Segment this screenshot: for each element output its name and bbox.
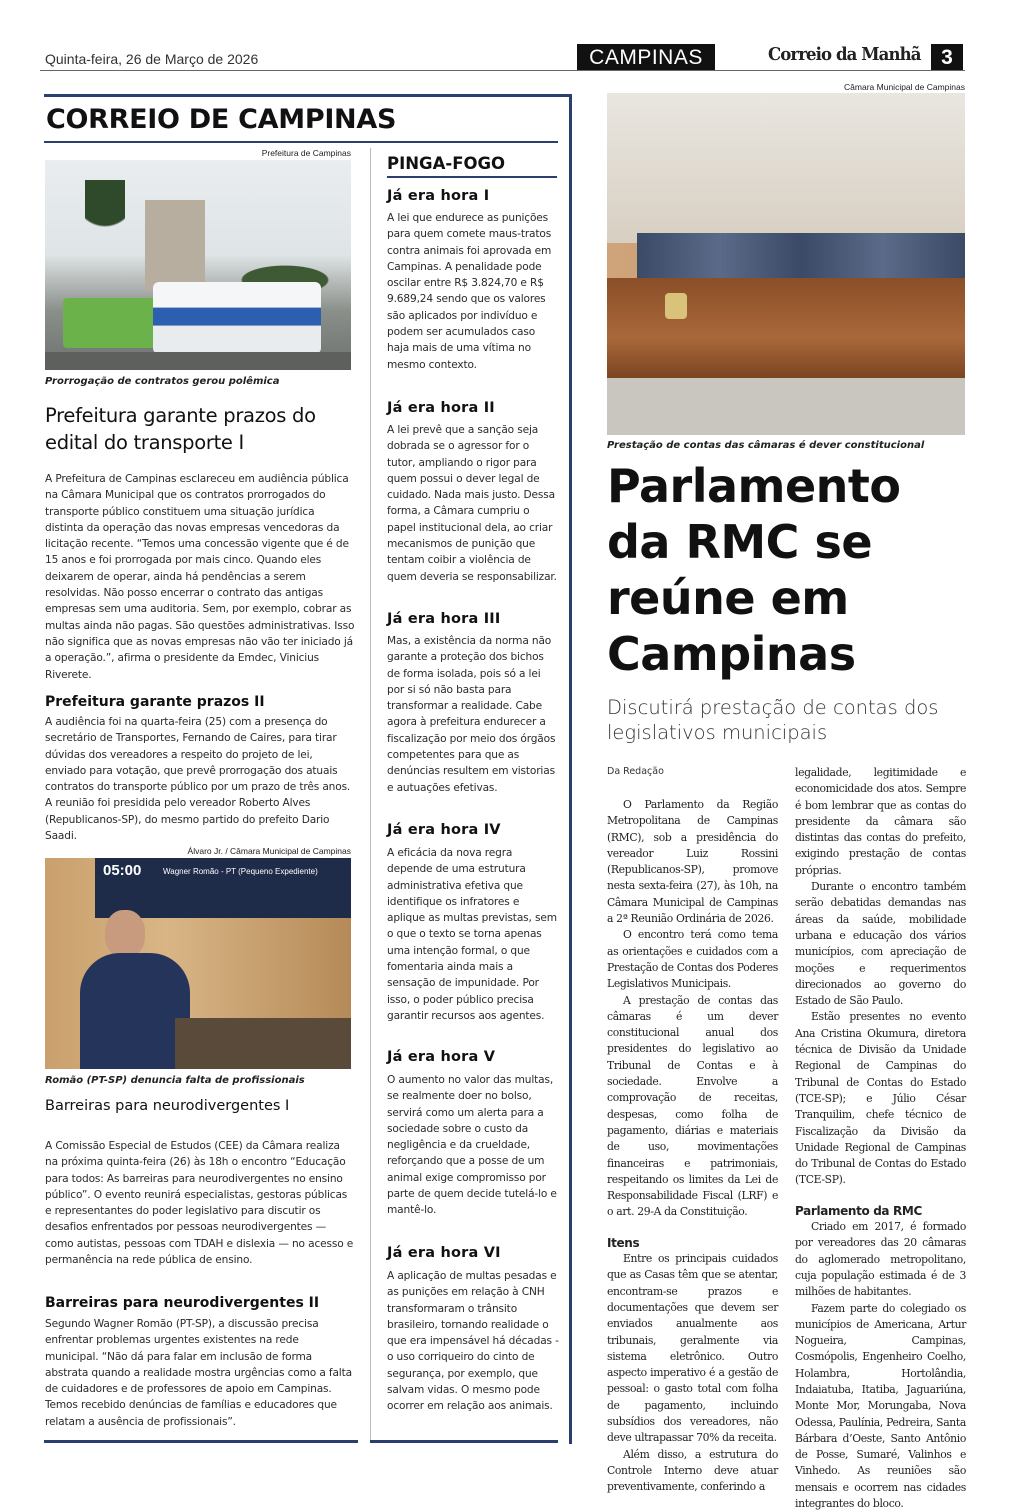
pinga-fogo-title: PINGA-FOGO: [387, 154, 505, 173]
panel-members-shape: [637, 233, 965, 279]
photo-credit: Câmara Municipal de Campinas: [607, 82, 965, 92]
tv-screen: [95, 858, 351, 918]
blue-bus-shape: [153, 282, 321, 354]
photo-caption: Romão (PT-SP) denuncia falta de profissionais: [45, 1075, 305, 1086]
main-headline: Parlamento da RMC se reúne em Campinas: [607, 458, 967, 682]
header-divider: [40, 70, 965, 71]
main-subheadline: Discutirá prestação de contas dos legislativos municipais: [607, 695, 967, 745]
column-bottom-rule: [370, 1440, 558, 1443]
subheading: Parlamento da RMC: [795, 1203, 966, 1219]
building-shape: [145, 200, 205, 290]
subheading: Barreiras para neurodivergentes II: [45, 1295, 319, 1311]
lectern-shape: [175, 1018, 351, 1069]
paragraph: Além disso, a estrutura do Controle Interno deve atuar preventivamente, conferindo a: [607, 1447, 778, 1496]
section-label: CAMPINAS: [577, 44, 715, 71]
pinga-item-title: Já era hora I: [387, 188, 489, 204]
paragraph: Fazem parte do colegiado os municípios de Americana, Artur Nogueira, Campinas, Cosmópolis, Engenheiro Coelho, Holambra, Hortolândia, Indaiatuba, Itatiba, Jaguariúna, Monte Mor, Morungaba, Nova Odessa, Paulínia, Pedreira, Santa Bárbara d’Oeste, Santo Antônio de Posse, Sumaré, Valinhos e Vinhedo. As reuniões são mensais e ocorrem nas cidades integrantes do bloco.: [795, 1301, 966, 1512]
edition-date: Quinta-feira, 26 de Março de 2026: [45, 51, 258, 67]
pinga-fogo-underline: [387, 176, 557, 178]
pinga-item-body: Mas, a existência da norma não garante a proteção dos bichos de forma isolada, pois só a lei por si só não basta para transformar a realidade. Cabe agora à prefeitura endurecer a fiscalização por meio dos órgãos competentes para que as denúncias resultem em vistorias e autuações efetivas.: [387, 633, 559, 796]
paragraph: A prestação de contas das câmaras é um dever constitucional anual dos presidentes do legislativo ao Tribunal de Contas e à sociedade. Envolve a comprovação de receitas, despesas, como folha de pagamento, diárias e materiais de uso, movimentações financeiras e patrimoniais, respeitando os limites da Lei de Responsabilidade Fiscal (LRF) e o art. 29-A da Constituição.: [607, 993, 778, 1221]
column-bottom-rule: [44, 1440, 358, 1443]
bus-photo: [45, 160, 351, 370]
pinga-item-title: Já era hora II: [387, 400, 495, 416]
pinga-item-body: A lei que endurece as punições para quem comete maus-tratos contra animais foi aprovada em Campinas. A penalidade pode oscilar entre R$ 3.824,70 e R$ 9.689,24 sendo que os valores são aplicados por indivíduo e podem ser acumulados caso haja mais de uma vítima no mesmo contexto.: [387, 210, 559, 373]
paragraph: Durante o encontro também serão debatidas demandas nas áreas da saúde, mobilidade urbana e educação dos vários municípios, com apreciação de moções e requerimentos direcionados ao governo do Estado de São Paulo.: [795, 879, 966, 1009]
speaker-head-shape: [105, 910, 145, 958]
paragraph: O encontro terá como tema as orientações e cuidados com a Prestação de Contas dos Poderes Legislativos Municipais.: [607, 927, 778, 992]
subheading: Prefeitura garante prazos II: [45, 694, 265, 710]
paragraph: Entre os principais cuidados que as Casas têm que se atentar, encontram-se prazos e documentações que devem ser enviados anualmente aos tribunais, geralmente via sistema eletrônico. Outro aspecto imperativo é a gestão de pessoal: o gasto total com folha de pagamento, incluindo subsídios dos vereadores, não deve ultrapassar 70% da receita.: [607, 1251, 778, 1447]
article-column-1: [607, 797, 778, 1495]
article-body: Segundo Wagner Romão (PT-SP), a discussão precisa enfrentar problemas urgentes existentes na rede municipal. “Não dá para falar em inclusão de forma abstrata quando a realidade mostra urgências como a falta de cuidadores e de professores de apoio em Campinas. Temos recebido denúncias de famílias e educadores que relatam a ausência de profissionais”.: [45, 1316, 355, 1430]
palm-tree-shape: [85, 180, 125, 290]
road-shape: [45, 352, 351, 370]
pinga-item-title: Já era hora IV: [387, 822, 501, 838]
coat-of-arms-shape: [665, 293, 687, 319]
section-title-underline: [44, 141, 558, 143]
subheading: Barreiras para neurodivergentes I: [45, 1098, 289, 1114]
article-body: A Comissão Especial de Estudos (CEE) da Câmara realiza na próxima quinta-feira (26) às 18h o encontro “Educação para todos: As barreiras para neurodivergentes no ensino público”. O evento reunirá especialistas, gestoras públicas e representantes do poder legislativo para discutir os desafios enfrentados por pessoas neurodivergentes — como autistas, pessoas com TDAH e dislexia — no acesso e permanência na rede pública de ensino.: [45, 1138, 355, 1268]
pinga-item-title: Já era hora V: [387, 1049, 495, 1065]
wooden-desk-shape: [607, 278, 965, 378]
ceiling-shape: [607, 93, 965, 243]
screen-timer: 05:00: [103, 862, 343, 879]
green-bus-shape: [63, 298, 158, 348]
paragraph: Criado em 2017, é formado por vereadores das 20 câmaras do aglomerado metropolitano, cuja população estimada é de 3 milhões de habitantes.: [795, 1219, 966, 1300]
pinga-item-body: A aplicação de multas pesadas e as punições em relação à CNH transformaram o trânsito brasileiro, tornando realidade o que era impensável há décadas - o uso corriqueiro do cinto de segurança, por exemplo, que salvam vidas. O mesmo pode ocorrer em relação aos animais.: [387, 1268, 559, 1415]
photo-caption: Prorrogação de contratos gerou polêmica: [45, 376, 279, 387]
pinga-item-title: Já era hora III: [387, 611, 501, 627]
floor-shape: [607, 378, 965, 435]
paragraph: Estão presentes no evento Ana Cristina Okumura, diretora técnica de Divisão da Unidade Regional de Campinas do Tribunal de Contas do Estado (TCE-SP); e Júlio César Tranquilim, chefe técnico de Fiscalização da Divisão da Unidade Regional de Campinas do Tribunal de Contas do Estado (TCE-SP).: [795, 1009, 966, 1188]
byline: Da Redação: [607, 766, 664, 777]
paragraph: legalidade, legitimidade e economicidade dos atos. Sempre é bom lembrar que as contas do presidente da câmara são distintas das contas do prefeito, exigindo prestação de contas próprias.: [795, 765, 966, 879]
article-body: A audiência foi na quarta-feira (25) com a presença do secretário de Transportes, Fernando de Caires, para tirar dúvidas dos vereadores a respeito do projeto de lei, enviado para votação, que prevê prorrogação dos atuais contratos do transporte público por um prazo de três anos. A reunião foi presidida pelo vereador Roberto Alves (Republicanos-SP), do mesmo partido do prefeito Dario Saadi.: [45, 714, 355, 844]
article-column-2: [795, 765, 966, 1512]
screen-caption: Wagner Romão - PT (Pequeno Expediente): [163, 867, 343, 876]
paragraph: O Parlamento da Região Metropolitana de Campinas (RMC), sob a presidência do vereador Luiz Rossini (Republicanos-SP), promove nesta sexta-feira (27), às 10h, na Câmara Municipal de Campinas a 2ª Reunião Ordinária de 2026.: [607, 797, 778, 927]
section-right-bar: [569, 94, 572, 1444]
pinga-item-body: A eficácia da nova regra depende de uma estrutura administrativa efetiva que identifique os infratores e aplique as multas previstas, sem o que o texto se torna apenas uma intenção formal, o que fomentaria ainda mais a sensação de impunidade. Por isso, o poder público precisa garantir recursos aos agentes.: [387, 845, 559, 1024]
photo-credit: Álvaro Jr. / Câmara Municipal de Campinas: [45, 846, 351, 856]
pinga-item-body: A lei prevê que a sanção seja dobrada se o agressor for o tutor, ampliando o rigor para quem possui o dever legal de cuidado. Nada mais justo. Dessa forma, a Câmara cumpriu o papel institucional dela, ao criar mecanismos de punição que tentam coibir a violência de quem deveria se responsabilizar.: [387, 422, 559, 585]
masthead-logo: Correio da Manhã: [768, 44, 921, 65]
speaker-photo: [45, 858, 351, 1069]
pinga-item-body: O aumento no valor das multas, se realmente doer no bolso, servirá como um alerta para a sociedade sobre o custo da negligência e da crueldade, reforçando que a posse de um animal exige compromisso por parte de quem decide tutelá-lo e mantê-lo.: [387, 1072, 559, 1219]
chamber-photo: [607, 93, 965, 435]
pinga-item-title: Já era hora VI: [387, 1245, 501, 1261]
page-number: 3: [931, 44, 963, 71]
photo-credit: Prefeitura de Campinas: [45, 148, 351, 158]
column-divider: [370, 148, 371, 1440]
section-title: CORREIO DE CAMPINAS: [46, 104, 396, 135]
subheading: Itens: [607, 1235, 778, 1251]
section-top-bar: [44, 94, 572, 97]
photo-caption: Prestação de contas das câmaras é dever constitucional: [607, 440, 924, 451]
headline: Prefeitura garante prazos do edital do transporte I: [45, 402, 355, 456]
speaker-suit-shape: [80, 953, 190, 1069]
article-body: A Prefeitura de Campinas esclareceu em audiência pública na Câmara Municipal que os contratos prorrogados do transporte público constituem uma situação jurídica distinta da operação das novas empresas vencedoras da licitação recente. “Temos uma concessão vigente que é de 15 anos e foi prorrogada por mais cinco. Quando eles deixarem de operar, ainda há pendências a serem resolvidas. Não posso encerrar o contrato das antigas empresas sem uma auditoria. Sem, por exemplo, cobrar as multas ainda não pagas. São questões administrativas. Isso não significa que as novas empresas não vão ter iniciado já a operação.”, afirma o presidente da Emdec, Vinicius Riverete.: [45, 471, 355, 683]
